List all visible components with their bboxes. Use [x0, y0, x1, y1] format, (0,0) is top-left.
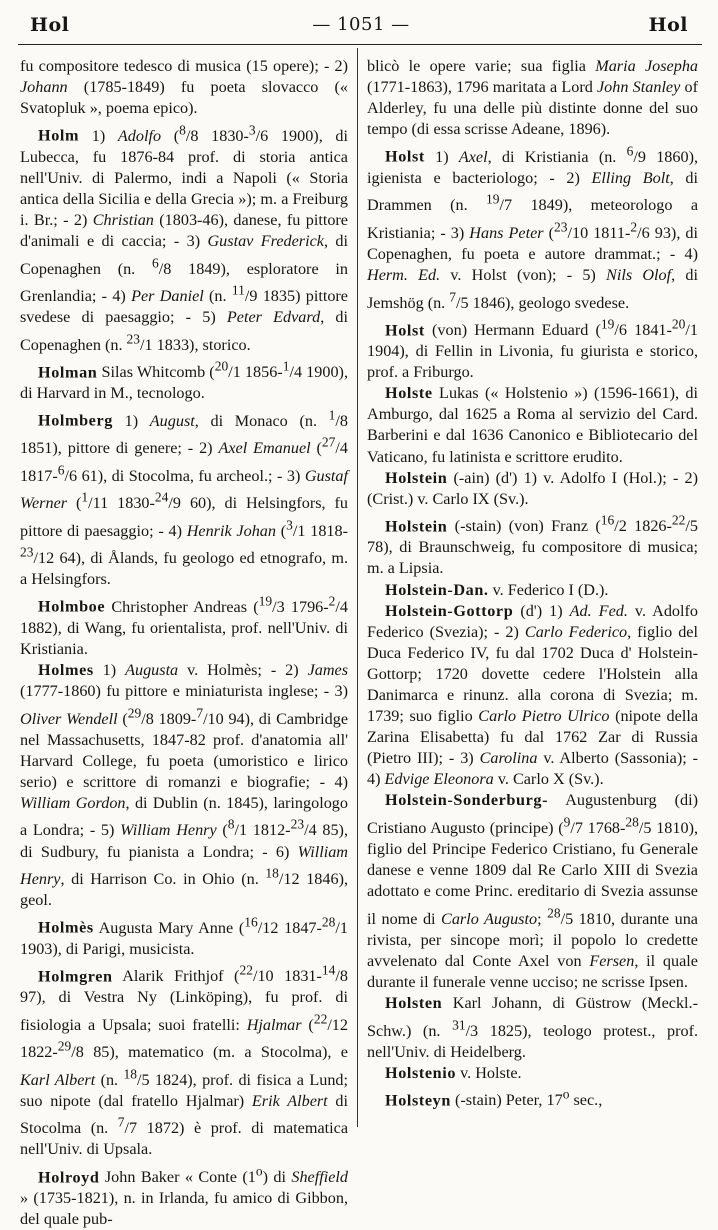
entry-headword: Holstein-Dan. [385, 580, 489, 599]
entry-text: 1) Augusta v. Holmès; - 2) James (1777-1860) fu pittore e miniaturista inglese; - 3) Oliver Wendell ($^{29}$/8 1809-$^7$/10 94), di Cambridge nel Massachusetts, 1847-82 prof. d'anatomia all' Harvard College, fu poeta (umoristico e lirico serio) e scrittore di romanzi e biografie; - 4) William Gordon, di Dublin (n. 1845), laringologo a Londra; - 5) William Henry ($^8$/1 1812-$^{23}$/4 85), di Sudbury, fu pianista a Londra; - 6) William Henry, di Harrison Co. in Ohio (n. $^{18}$/12 1846), geol. [20, 661, 349, 910]
dictionary-entry [367, 1084, 698, 1111]
dictionary-entry [367, 140, 698, 313]
entry-text: John Baker « Conte (1$^o$) di Sheffield » (1735-1821), n. in Irlanda, fu amico di Gibbon, del quale pub- [20, 1163, 348, 1229]
entry-text: Christopher Andreas ($^{19}$/3 1796-$^2$/4 1882), di Wang, fu orientalista, prof. nell'Univ. di Kristiania. [20, 593, 349, 658]
page-header [22, 14, 700, 40]
dictionary-entry [20, 590, 348, 660]
entry-headword: Holmès [38, 918, 94, 937]
right-column [367, 56, 698, 1111]
entry-headword: Holmes [38, 661, 94, 680]
entry-text: (-stain) (von) Franz ($^{16}$/2 1826-$^{22}$/5 78), di Braunschweig, fu compositore di musica; m. a Lipsia. [367, 512, 698, 578]
entry-text: Alarik Frithjof ($^{22}$/10 1831-$^{14}$/8 97), di Vestra Ny (Linköping), fu prof. di fisiologia a Upsala; suoi fratelli: Hjalmar ($^{22}$/12 1822-$^{29}$/8 85), matematico (m. a Stocolma), e Karl Albert (n. $^{18}$/5 1824), prof. di fisica a Lund; suo nipote (dal fratello Hjalmar) Erik Albert di Stocolma (n. $^7$/7 1872) è prof. di matematica nell'Univ. di Upsala. [20, 962, 349, 1159]
entry-headword: Holste [385, 384, 433, 403]
entry-headword: Holst [385, 320, 425, 339]
right-running-head: Hol [648, 14, 688, 36]
entry-text: Augustenburg (di) Cristiano Augusto (principe) ($^9$/7 1768-$^{28}$/5 1810), figlio del Principe Federico Cristiano, fu Generale danese e venne 1809 dal Re Carlo XIII di Svezia adottato e come Princ. ereditario di Svezia assunse il nome di Carlo Augusto; $^{28}$/5 1810, durante una rivista, per sincope morì; il popolo lo credette avvelenato dal Conte Axel von Fersen, il quale durante il funerale venne ucciso; ne scrisse Ipsen. [367, 791, 699, 991]
entry-text: Augusta Mary Anne ($^{16}$/12 1847-$^{28}$/1 1903), di Parigi, musicista. [20, 914, 348, 958]
left-column [20, 56, 348, 1230]
dictionary-entry [367, 468, 698, 510]
column-divider [357, 48, 358, 1127]
dictionary-entry [367, 314, 698, 384]
dictionary-entry [20, 911, 348, 960]
dictionary-entry [367, 510, 698, 580]
entry-text: (von) Hermann Eduard ($^{19}$/6 1841-$^{20}$/1 1904), di Fellin in Livonia, fu giurista e storico, prof. a Friburgo. [367, 316, 698, 382]
entry-headword: Holstein [385, 468, 448, 487]
header-rule [18, 44, 702, 45]
entry-text: (-ain) (d') 1) v. Adolfo I (Hol.); - 2) (Crist.) v. Carlo IX (Sv.). [367, 468, 698, 508]
entry-headword: Holst [385, 147, 425, 166]
dictionary-entry [20, 660, 348, 911]
dictionary-entry [20, 56, 348, 119]
entry-headword: Holmberg [38, 411, 113, 430]
entry-headword: Holm [38, 126, 80, 145]
entry-headword: Holstein-Sonderburg- [385, 791, 549, 810]
entry-text: Lukas (« Holstenio ») (1596-1661), di Amburgo, dal 1625 a Roma al servizio del Card. Barberini e dal 1636 Canonico e Bibliotecario del Vaticano, fu latinista e scrittore erudito. [367, 384, 698, 466]
entry-headword: Holroyd [38, 1167, 100, 1186]
dictionary-entry [367, 993, 698, 1063]
entry-text: 1) August, di Monaco (n. $^1$/8 1851), pittore di genere; - 2) Axel Emanuel ($^{27}$/4 1817-$^6$/6 61), di Stocolma, fu archeol.; - 3) Gustaf Werner ($^1$/11 1830-$^{24}$/9 60), di Helsingfors, fu pittore di paesaggio; - 4) Henrik Johan ($^3$/1 1818-$^{23}$/12 64), di Ålands, fu geologo ed etnografo, m. a Helsingfors. [20, 407, 349, 589]
dictionary-entry [367, 383, 698, 467]
entry-headword: Holmboe [38, 597, 106, 616]
dictionary-entry [367, 56, 698, 140]
entry-headword: Holsten [385, 994, 443, 1013]
dictionary-entry [367, 1063, 698, 1084]
dictionary-entry [367, 790, 698, 993]
entry-headword: Holstein [385, 517, 448, 536]
entry-text: fu compositore tedesco di musica (15 opere); - 2) Johann (1785-1849) fu poeta slovacco (« Svatopluk », poema epico). [20, 57, 348, 118]
dictionary-entry [367, 601, 698, 791]
entry-text: blicò le opere varie; sua figlia Maria Josepha (1771-1863), 1796 maritata a Lord John Stanley of Alderley, fu una delle più distinte donne del suo tempo (di essa scrisse Adeane, 1896). [367, 57, 699, 139]
entry-text: 1) Axel, di Kristiania (n. $^6$/9 1860), igienista e bacteriologo; - 2) Elling Bolt, di Drammen (n. $^{19}$/7 1849), meteorologo a Kristiania; - 3) Hans Peter ($^{23}$/10 1811-$^2$/6 93), di Copenaghen, fu poeta e autore drammat.; - 4) Herm. Ed. v. Holst (von); - 5) Nils Olof, di Jemshög (n. $^7$/5 1846), geologo svedese. [367, 143, 699, 312]
entry-text: v. Federico I (D.). [488, 580, 609, 599]
entry-text: (d') 1) Ad. Fed. v. Adolfo Federico (Svezia); - 2) Carlo Federico, figlio del Duca Federico IV, fu dal 1702 Duca d' Holstein-Gottorp; 1720 dovette cedere l'Holstein alla Danimarca e rinunz. alla corona di Svezia; m. 1739; suo figlio Carlo Pietro Ulrico (nipote della Zarina Elisabetta) fu dal 1762 Zar di Russia (Pietro III); - 3) Carolina v. Alberto (Sassonia); - 4) Edvige Eleonora v. Carlo X (Sv.). [367, 601, 699, 789]
entry-headword: Holmgren [38, 967, 113, 986]
entry-text: Silas Whitcomb ($^{20}$/1 1856-$^1$/4 1900), di Harvard in M., tecnologo. [20, 358, 348, 403]
left-running-head: Hol [30, 14, 70, 36]
page-number: — 1051 — [312, 14, 410, 35]
dictionary-entry [20, 119, 348, 356]
entry-headword: Holstein-Gottorp [385, 601, 514, 620]
dictionary-entry [20, 960, 348, 1161]
entry-headword: Holsteyn [385, 1091, 451, 1110]
entry-text: Karl Johann, di Güstrow (Meckl.-Schw.) (n. $^{31}$/3 1825), teologo protest., prof. nell'Univ. di Heidelberg. [367, 994, 699, 1061]
dictionary-entry [20, 356, 348, 405]
dictionary-entry [20, 1161, 348, 1230]
entry-text: v. Holste. [456, 1063, 522, 1082]
dictionary-entry [367, 580, 698, 601]
entry-headword: Holstenio [385, 1063, 457, 1082]
entry-text: 1) Adolfo ($^8$/8 1830-$^3$/6 1900), di Lubecca, fu 1876-84 prof. di storia antica nell'Univ. di Palermo, indi a Napoli (« Storia antica della Sicilia e della Grecia »); m. a Freiburg i. Br.; - 2) Christian (1803-46), danese, fu pittore d'animali e di caccia; - 3) Gustav Frederick, di Copenaghen (n. $^6$/8 1849), esploratore in Grenlandia; - 4) Per Daniel (n. $^{11}$/9 1835) pittore svedese di paesaggio; - 5) Peter Edvard, di Copenaghen (n. $^{23}$/1 1833), storico. [20, 122, 349, 354]
entry-headword: Holman [38, 363, 98, 382]
dictionary-entry [20, 404, 348, 590]
entry-text: (-stain) Peter, 17$^o$ sec., [450, 1086, 603, 1110]
